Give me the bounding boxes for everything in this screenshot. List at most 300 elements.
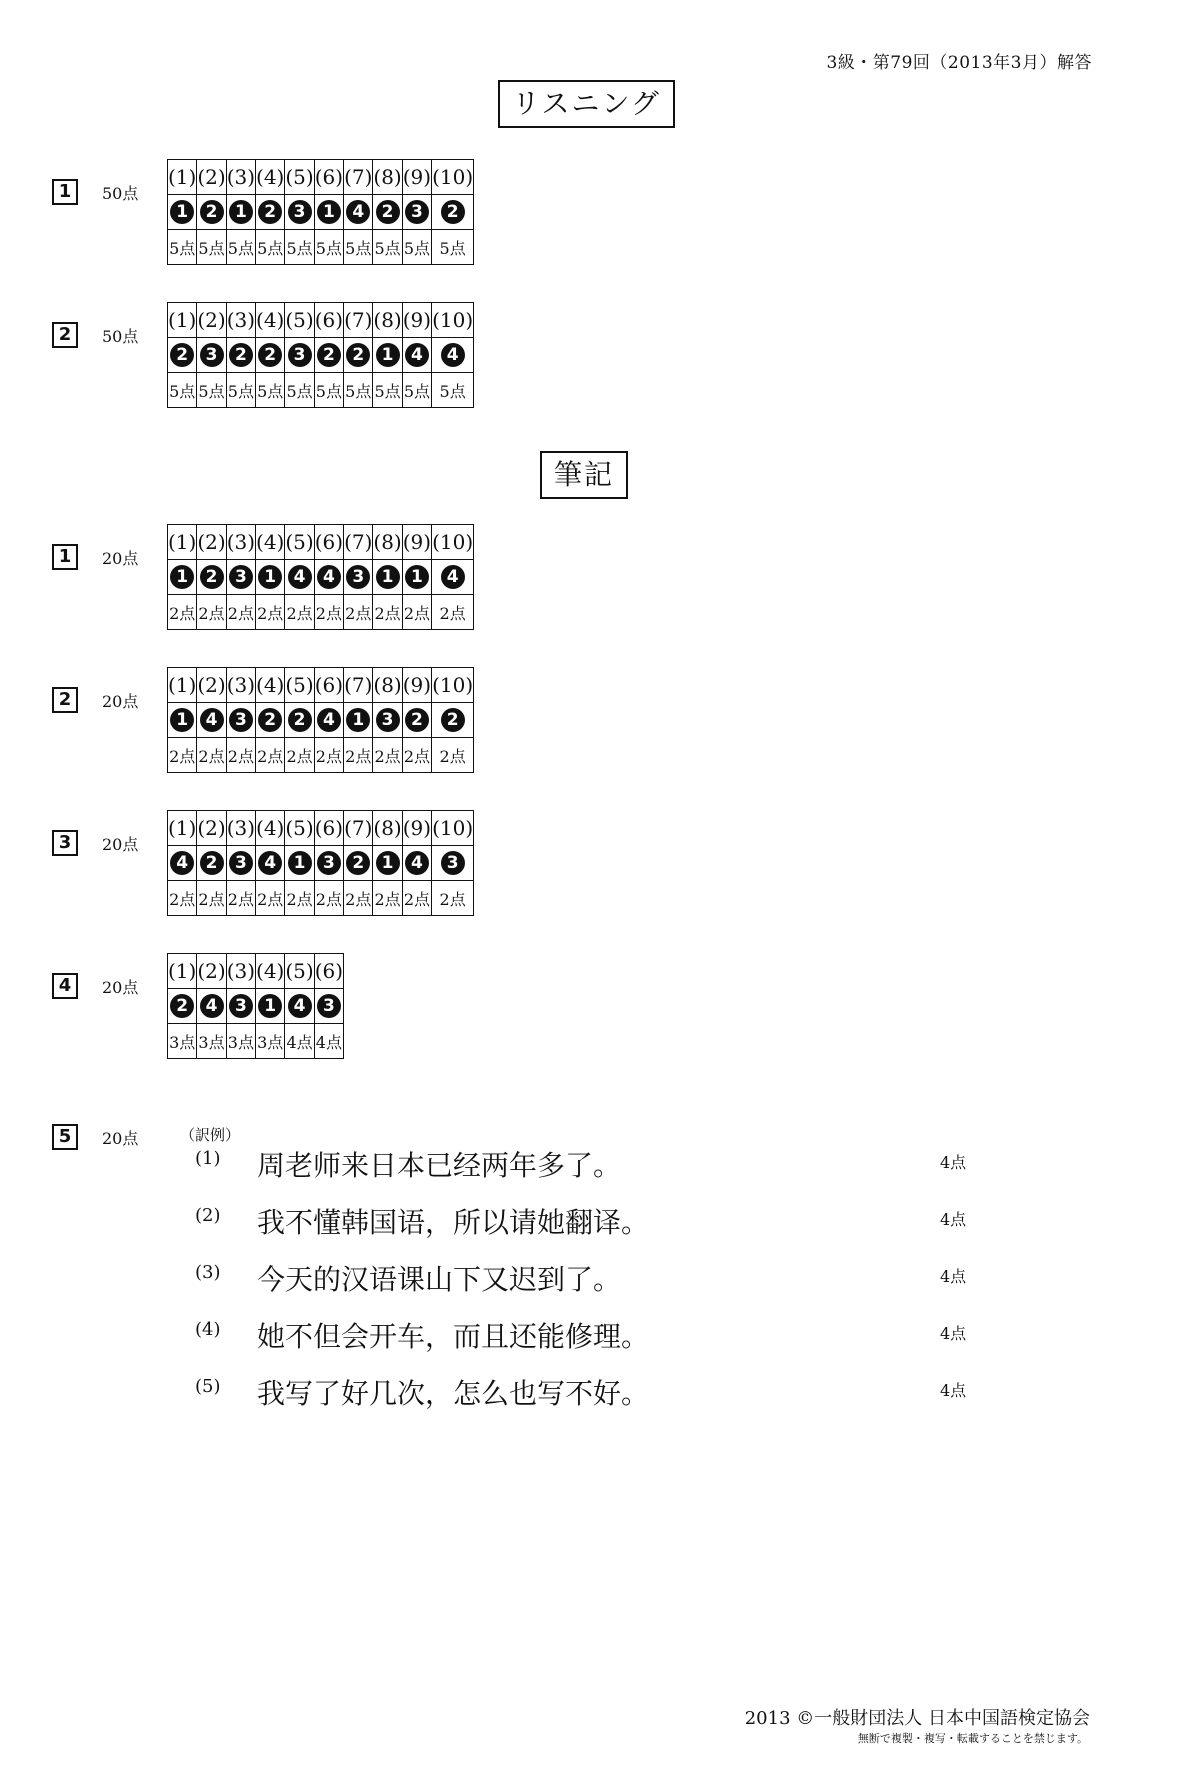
question-label: (3)	[226, 959, 256, 983]
question-label: (4)	[256, 530, 285, 554]
score-cell: 2点	[345, 889, 372, 909]
table-row	[168, 846, 474, 881]
table-cell	[314, 811, 343, 846]
question-number: 1	[52, 179, 78, 205]
answer-table	[167, 953, 344, 1059]
translation-item	[195, 1258, 995, 1298]
table-cell	[285, 846, 314, 881]
translation-points: 4点	[940, 1153, 967, 1172]
table-cell	[344, 303, 373, 338]
answer-badge: 2	[200, 851, 224, 875]
table-cell	[314, 738, 343, 773]
section-title-writing: 筆記	[540, 451, 628, 499]
table-cell	[197, 846, 226, 881]
table-cell	[197, 738, 226, 773]
table-cell	[285, 560, 314, 595]
table-cell	[373, 881, 402, 916]
question-label: (1)	[168, 308, 197, 332]
question-points: 20点	[102, 692, 139, 711]
score-cell: 2点	[345, 746, 372, 766]
table-cell	[256, 954, 285, 989]
question-label: (1)	[168, 816, 197, 840]
table-cell	[373, 195, 402, 230]
answer-badge: 2	[346, 851, 370, 875]
answer-table	[167, 302, 474, 408]
table-cell	[168, 595, 197, 630]
answer-table	[167, 810, 474, 916]
translation-item	[195, 1144, 995, 1184]
question-points: 50点	[102, 184, 139, 203]
answer-badge: 2	[441, 200, 465, 224]
table-cell	[373, 595, 402, 630]
question-label: (1)	[168, 959, 197, 983]
table-cell	[285, 230, 314, 265]
table-cell	[314, 668, 343, 703]
question-label: (3)	[226, 308, 256, 332]
score-cell: 2点	[315, 603, 342, 623]
table-cell	[285, 668, 314, 703]
table-cell	[373, 811, 402, 846]
answer-badge: 1	[258, 994, 282, 1018]
answer-badge: 3	[229, 994, 253, 1018]
question-label: (3)	[226, 165, 256, 189]
answer-badge: 3	[346, 565, 370, 589]
score-cell: 5点	[345, 238, 372, 258]
table-row	[168, 1024, 344, 1059]
table-cell	[432, 338, 474, 373]
table-cell	[432, 373, 474, 408]
question-label: (8)	[373, 673, 402, 697]
table-cell	[402, 668, 431, 703]
table-cell	[402, 811, 431, 846]
translation-text: 今天的汉语课山下又迟到了。	[257, 1263, 622, 1296]
question-label: (8)	[373, 308, 402, 332]
answer-badge: 3	[200, 343, 224, 367]
table-cell	[197, 560, 226, 595]
table-cell	[226, 989, 255, 1024]
table-row	[168, 525, 474, 560]
question-label: (2)	[197, 816, 226, 840]
table-cell	[226, 338, 255, 373]
answer-badge: 1	[405, 565, 429, 589]
table-row	[168, 373, 474, 408]
score-cell: 2点	[198, 746, 225, 766]
question-label: (10)	[432, 673, 474, 697]
translation-label: (1)	[195, 1148, 221, 1169]
answer-badge: 3	[317, 994, 341, 1018]
answer-badge: 2	[288, 708, 312, 732]
table-cell	[432, 525, 474, 560]
question-label: (3)	[226, 816, 256, 840]
score-cell: 5点	[403, 381, 431, 401]
table-cell	[314, 954, 343, 989]
table-cell	[256, 668, 285, 703]
table-cell	[432, 160, 474, 195]
table-cell	[402, 303, 431, 338]
answer-badge: 2	[258, 343, 282, 367]
score-cell: 5点	[198, 381, 225, 401]
section-title-listening: リスニング	[498, 80, 675, 128]
translation-label: (5)	[195, 1376, 221, 1397]
translation-text: 周老师来日本已经两年多了。	[257, 1149, 622, 1182]
question-label: (1)	[168, 530, 197, 554]
answer-badge: 1	[170, 708, 194, 732]
answer-badge: 1	[376, 343, 400, 367]
table-cell	[373, 525, 402, 560]
table-cell	[197, 338, 226, 373]
question-label: (10)	[432, 816, 474, 840]
question-number: 5	[52, 1124, 78, 1150]
table-cell	[314, 230, 343, 265]
question-label: (5)	[285, 959, 314, 983]
question-points: 20点	[102, 549, 139, 568]
table-cell	[256, 738, 285, 773]
table-cell	[285, 1024, 314, 1059]
answer-badge: 4	[200, 994, 224, 1018]
score-cell: 5点	[439, 238, 466, 258]
table-cell	[256, 595, 285, 630]
translation-item	[195, 1315, 995, 1355]
question-label: (6)	[314, 308, 344, 332]
answer-badge: 2	[376, 200, 400, 224]
table-cell	[373, 230, 402, 265]
table-cell	[168, 373, 197, 408]
score-cell: 5点	[315, 381, 342, 401]
answer-badge: 3	[288, 200, 312, 224]
table-cell	[226, 195, 255, 230]
question-label: (3)	[226, 673, 256, 697]
table-cell	[168, 230, 197, 265]
question-label: (9)	[402, 530, 432, 554]
question-label: (1)	[168, 673, 197, 697]
score-cell: 2点	[257, 889, 284, 909]
table-row	[168, 338, 474, 373]
translation-points: 4点	[940, 1210, 967, 1229]
table-cell	[256, 525, 285, 560]
score-cell: 3点	[198, 1032, 225, 1052]
question-label: (10)	[432, 165, 474, 189]
answer-badge: 1	[288, 851, 312, 875]
score-cell: 5点	[227, 238, 254, 258]
table-cell	[402, 373, 431, 408]
answer-badge: 1	[170, 200, 194, 224]
table-cell	[285, 373, 314, 408]
table-cell	[373, 560, 402, 595]
score-cell: 5点	[198, 238, 225, 258]
table-cell	[256, 338, 285, 373]
answer-badge: 4	[288, 994, 312, 1018]
table-cell	[314, 881, 343, 916]
answer-badge: 1	[170, 565, 194, 589]
score-cell: 2点	[227, 889, 254, 909]
question-number: 2	[52, 687, 78, 713]
score-cell: 2点	[439, 603, 466, 623]
table-cell	[168, 989, 197, 1024]
table-row	[168, 668, 474, 703]
table-cell	[168, 160, 197, 195]
answer-badge: 1	[317, 200, 341, 224]
score-cell: 5点	[169, 381, 196, 401]
table-cell	[432, 303, 474, 338]
table-cell	[432, 738, 474, 773]
answer-badge: 1	[346, 708, 370, 732]
question-label: (1)	[168, 165, 197, 189]
question-number: 2	[52, 322, 78, 348]
score-cell: 2点	[403, 889, 431, 909]
answer-badge: 3	[229, 565, 253, 589]
table-cell	[314, 160, 343, 195]
question-label: (9)	[402, 673, 432, 697]
score-cell: 2点	[345, 603, 372, 623]
answer-table	[167, 159, 474, 265]
table-cell	[256, 560, 285, 595]
score-cell: 3点	[257, 1032, 284, 1052]
question-label: (9)	[402, 165, 432, 189]
question-label: (2)	[197, 673, 226, 697]
table-cell	[344, 230, 373, 265]
question-label: (4)	[256, 959, 285, 983]
table-cell	[314, 195, 343, 230]
table-cell	[285, 989, 314, 1024]
answer-badge: 1	[376, 565, 400, 589]
question-label: (7)	[344, 308, 373, 332]
table-cell	[344, 846, 373, 881]
question-label: (6)	[314, 816, 344, 840]
table-cell	[256, 881, 285, 916]
table-row	[168, 560, 474, 595]
table-row	[168, 954, 344, 989]
score-cell: 2点	[374, 746, 401, 766]
question-label: (7)	[344, 673, 373, 697]
table-cell	[314, 989, 343, 1024]
table-cell	[197, 160, 226, 195]
table-cell	[285, 703, 314, 738]
question-label: (2)	[197, 165, 226, 189]
score-cell: 5点	[257, 238, 284, 258]
table-cell	[373, 846, 402, 881]
table-cell	[432, 846, 474, 881]
score-cell: 2点	[198, 603, 225, 623]
translation-text: 她不但会开车，而且还能修理。	[257, 1320, 650, 1353]
question-points: 20点	[102, 978, 139, 997]
score-cell: 2点	[403, 746, 431, 766]
table-cell	[226, 881, 255, 916]
answer-badge: 2	[441, 708, 465, 732]
table-cell	[168, 881, 197, 916]
answer-badge: 4	[317, 565, 341, 589]
table-cell	[344, 160, 373, 195]
score-cell: 5点	[345, 381, 372, 401]
question-points: 20点	[102, 1129, 139, 1148]
table-cell	[285, 881, 314, 916]
answer-badge: 2	[317, 343, 341, 367]
answer-badge: 4	[317, 708, 341, 732]
table-cell	[168, 338, 197, 373]
table-cell	[168, 811, 197, 846]
score-cell: 2点	[286, 746, 313, 766]
table-cell	[197, 230, 226, 265]
score-cell: 2点	[198, 889, 225, 909]
table-cell	[285, 525, 314, 560]
answer-badge: 4	[441, 565, 465, 589]
table-cell	[197, 954, 226, 989]
question-label: (7)	[344, 530, 373, 554]
answer-badge: 2	[405, 708, 429, 732]
table-cell	[373, 738, 402, 773]
table-cell	[285, 338, 314, 373]
table-cell	[226, 303, 255, 338]
table-cell	[197, 1024, 226, 1059]
answer-badge: 2	[229, 343, 253, 367]
answer-badge: 2	[200, 565, 224, 589]
table-cell	[256, 1024, 285, 1059]
question-points: 50点	[102, 327, 139, 346]
question-label: (5)	[285, 816, 314, 840]
table-cell	[373, 703, 402, 738]
table-cell	[432, 230, 474, 265]
table-cell	[432, 560, 474, 595]
score-cell: 5点	[286, 381, 313, 401]
translation-label: (4)	[195, 1319, 221, 1340]
table-cell	[402, 230, 431, 265]
table-cell	[197, 881, 226, 916]
question-label: (8)	[373, 530, 402, 554]
table-cell	[197, 703, 226, 738]
table-cell	[197, 373, 226, 408]
translation-text: 我不懂韩国语，所以请她翻译。	[257, 1206, 650, 1239]
table-cell	[226, 373, 255, 408]
answer-badge: 4	[170, 851, 194, 875]
question-label: (2)	[197, 530, 226, 554]
question-label: (4)	[256, 816, 285, 840]
table-cell	[285, 595, 314, 630]
answer-badge: 2	[258, 200, 282, 224]
answer-badge: 4	[346, 200, 370, 224]
answer-badge: 2	[170, 994, 194, 1018]
answer-badge: 4	[288, 565, 312, 589]
table-cell	[226, 1024, 255, 1059]
table-cell	[256, 230, 285, 265]
translation-item	[195, 1372, 995, 1412]
table-cell	[344, 195, 373, 230]
answer-badge: 4	[258, 851, 282, 875]
table-row	[168, 738, 474, 773]
table-cell	[402, 703, 431, 738]
table-row	[168, 989, 344, 1024]
table-cell	[285, 160, 314, 195]
table-cell	[168, 560, 197, 595]
answer-badge: 4	[405, 851, 429, 875]
table-cell	[197, 668, 226, 703]
table-cell	[197, 303, 226, 338]
table-cell	[168, 195, 197, 230]
score-cell: 2点	[227, 603, 254, 623]
table-cell	[285, 195, 314, 230]
table-cell	[344, 738, 373, 773]
table-cell	[344, 595, 373, 630]
table-row	[168, 881, 474, 916]
table-cell	[168, 954, 197, 989]
table-cell	[373, 338, 402, 373]
translation-label: (2)	[195, 1205, 221, 1226]
table-cell	[197, 811, 226, 846]
table-cell	[168, 303, 197, 338]
table-cell	[256, 373, 285, 408]
table-row	[168, 160, 474, 195]
answer-badge: 3	[229, 851, 253, 875]
table-cell	[256, 160, 285, 195]
question-label: (9)	[402, 308, 432, 332]
answer-badge: 3	[441, 851, 465, 875]
score-cell: 5点	[439, 381, 466, 401]
table-cell	[344, 338, 373, 373]
translation-item	[195, 1201, 995, 1241]
score-cell: 2点	[227, 746, 254, 766]
table-cell	[168, 1024, 197, 1059]
table-cell	[344, 560, 373, 595]
table-cell	[285, 954, 314, 989]
score-cell: 2点	[439, 746, 466, 766]
table-cell	[402, 160, 431, 195]
table-cell	[226, 954, 255, 989]
score-cell: 2点	[169, 746, 196, 766]
question-number: 4	[52, 973, 78, 999]
translation-note: （訳例）	[180, 1126, 241, 1144]
table-row	[168, 195, 474, 230]
question-label: (2)	[197, 308, 226, 332]
translation-text: 我写了好几次，怎么也写不好。	[257, 1377, 650, 1410]
score-cell: 2点	[286, 603, 313, 623]
score-cell: 2点	[374, 889, 401, 909]
table-cell	[373, 160, 402, 195]
table-row	[168, 230, 474, 265]
table-cell	[256, 703, 285, 738]
table-cell	[256, 195, 285, 230]
question-label: (8)	[373, 816, 402, 840]
table-cell	[168, 738, 197, 773]
table-cell	[344, 881, 373, 916]
answer-badge: 4	[405, 343, 429, 367]
question-label: (2)	[197, 959, 226, 983]
table-cell	[285, 811, 314, 846]
table-cell	[197, 195, 226, 230]
translation-points: 4点	[940, 1381, 967, 1400]
table-cell	[432, 881, 474, 916]
table-cell	[344, 703, 373, 738]
score-cell: 2点	[403, 603, 431, 623]
table-cell	[314, 560, 343, 595]
score-cell: 3点	[227, 1032, 254, 1052]
table-cell	[344, 373, 373, 408]
table-cell	[226, 160, 255, 195]
answer-table	[167, 524, 474, 630]
answer-badge: 3	[229, 708, 253, 732]
score-cell: 5点	[374, 381, 401, 401]
table-cell	[226, 811, 255, 846]
score-cell: 2点	[374, 603, 401, 623]
answer-badge: 1	[376, 851, 400, 875]
question-label: (10)	[432, 308, 474, 332]
table-cell	[432, 668, 474, 703]
question-label: (5)	[285, 673, 314, 697]
question-label: (10)	[432, 530, 474, 554]
table-cell	[256, 303, 285, 338]
question-label: (8)	[373, 165, 402, 189]
question-label: (5)	[285, 308, 314, 332]
answer-badge: 3	[288, 343, 312, 367]
score-cell: 5点	[374, 238, 401, 258]
table-cell	[168, 525, 197, 560]
